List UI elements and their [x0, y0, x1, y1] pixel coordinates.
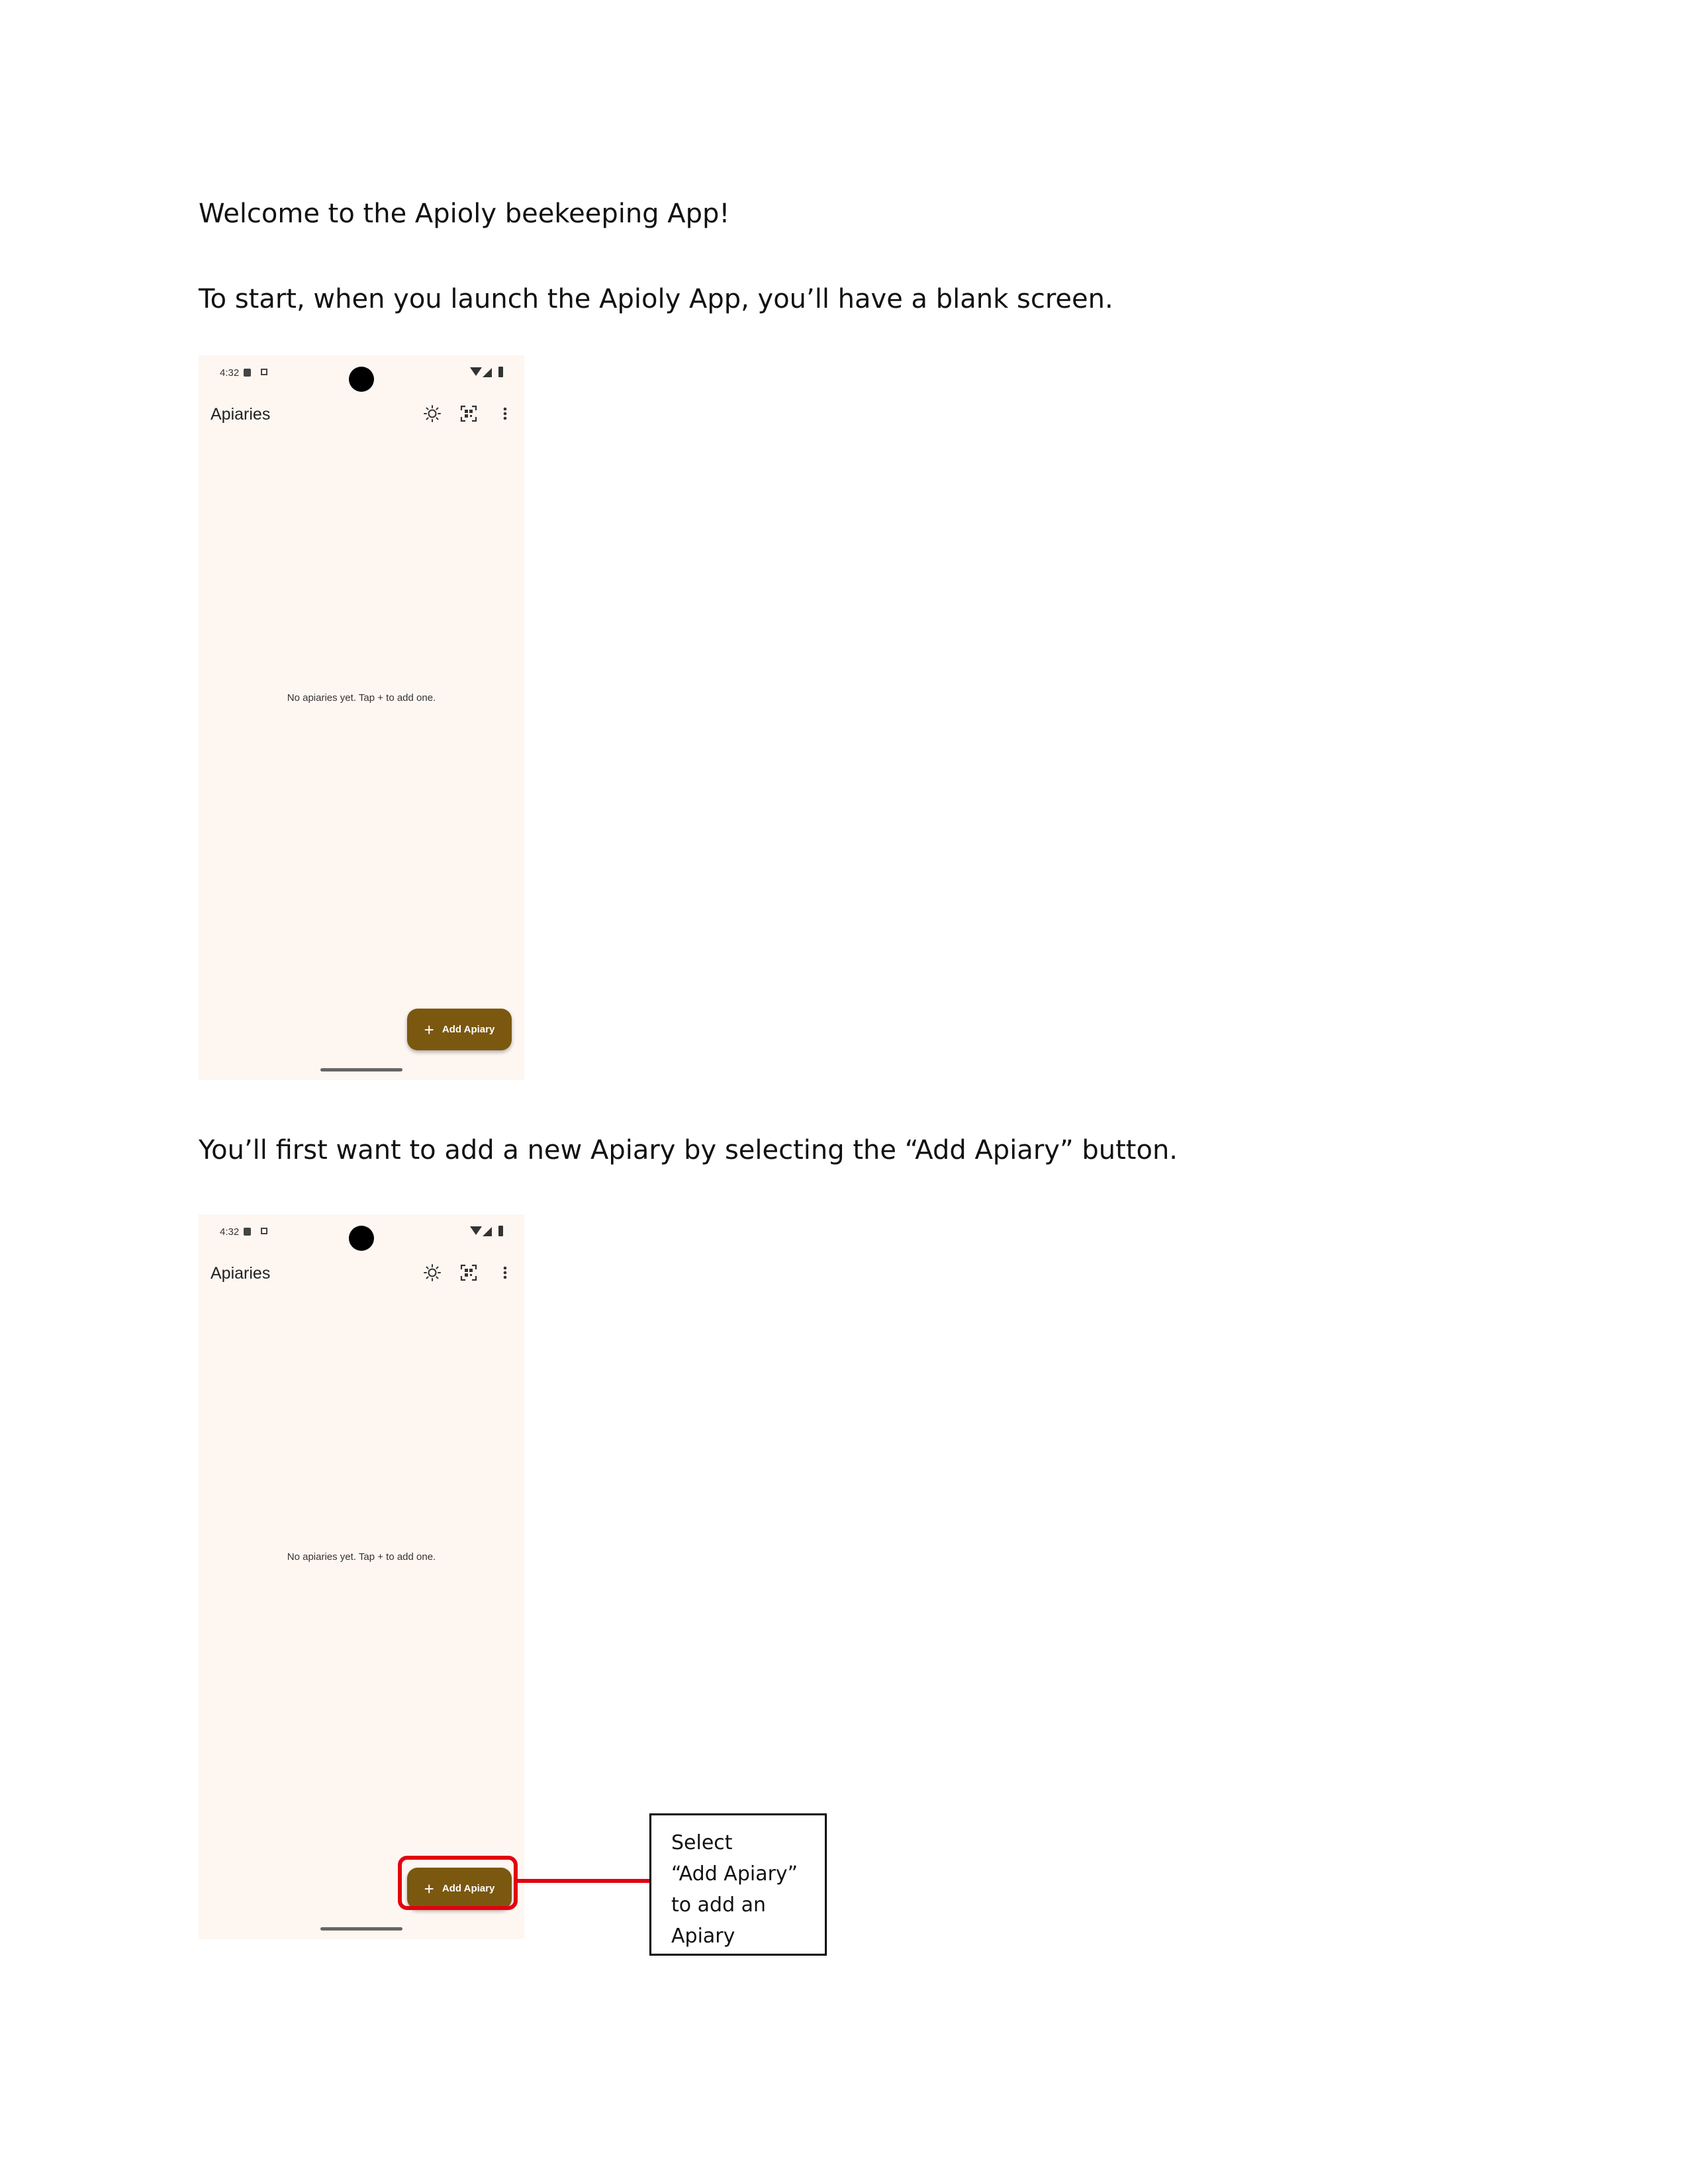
camera-cutout [349, 367, 374, 392]
status-time: 4:32 [220, 367, 240, 379]
more-vert-icon[interactable] [494, 402, 516, 425]
app-screenshot-add-apiary [199, 1214, 524, 1939]
notification-icon [261, 1228, 267, 1234]
empty-state-message: No apiaries yet. Tap + to add one. [287, 1551, 436, 1563]
sd-card-icon [244, 369, 251, 377]
signal-icon [483, 368, 492, 377]
wifi-icon [470, 1226, 482, 1235]
signal-icon [483, 1227, 492, 1236]
gesture-nav-handle[interactable] [320, 1927, 402, 1931]
brightness-icon[interactable] [421, 402, 444, 425]
intro-heading: Welcome to the Apioly beekeeping App! [199, 199, 730, 229]
sd-card-icon [244, 1228, 251, 1236]
add-apiary-label: Add Apiary [442, 1883, 495, 1894]
add-apiary-label: Add Apiary [442, 1024, 495, 1035]
instruction-launch: To start, when you launch the Apioly App, you’ll have a blank screen. [199, 284, 1113, 314]
camera-cutout [349, 1226, 374, 1251]
instruction-add-apiary: You’ll first want to add a new Apiary by selecting the “Add Apiary” button. [199, 1135, 1178, 1165]
empty-state-message: No apiaries yet. Tap + to add one. [287, 692, 436, 704]
battery-icon [498, 367, 503, 377]
callout-connector [518, 1879, 650, 1883]
callout-box [649, 1813, 827, 1956]
brightness-icon[interactable] [421, 1261, 444, 1284]
app-screenshot-empty [199, 355, 524, 1080]
wifi-icon [470, 367, 482, 376]
add-apiary-button[interactable] [407, 1009, 512, 1050]
add-apiary-highlight [398, 1856, 518, 1910]
plus-icon: + [424, 1019, 434, 1040]
notification-icon [261, 369, 267, 375]
plus-icon: + [424, 1878, 434, 1899]
battery-icon [498, 1226, 503, 1236]
app-bar-title: Apiaries [211, 405, 271, 424]
more-vert-icon[interactable] [494, 1261, 516, 1284]
callout-text: Select “Add Apiary” to add an Apiary [671, 1831, 798, 1948]
app-bar-title: Apiaries [211, 1264, 271, 1283]
gesture-nav-handle[interactable] [320, 1068, 402, 1071]
status-time: 4:32 [220, 1226, 240, 1238]
qr-scan-icon[interactable] [457, 402, 480, 425]
qr-scan-icon[interactable] [457, 1261, 480, 1284]
